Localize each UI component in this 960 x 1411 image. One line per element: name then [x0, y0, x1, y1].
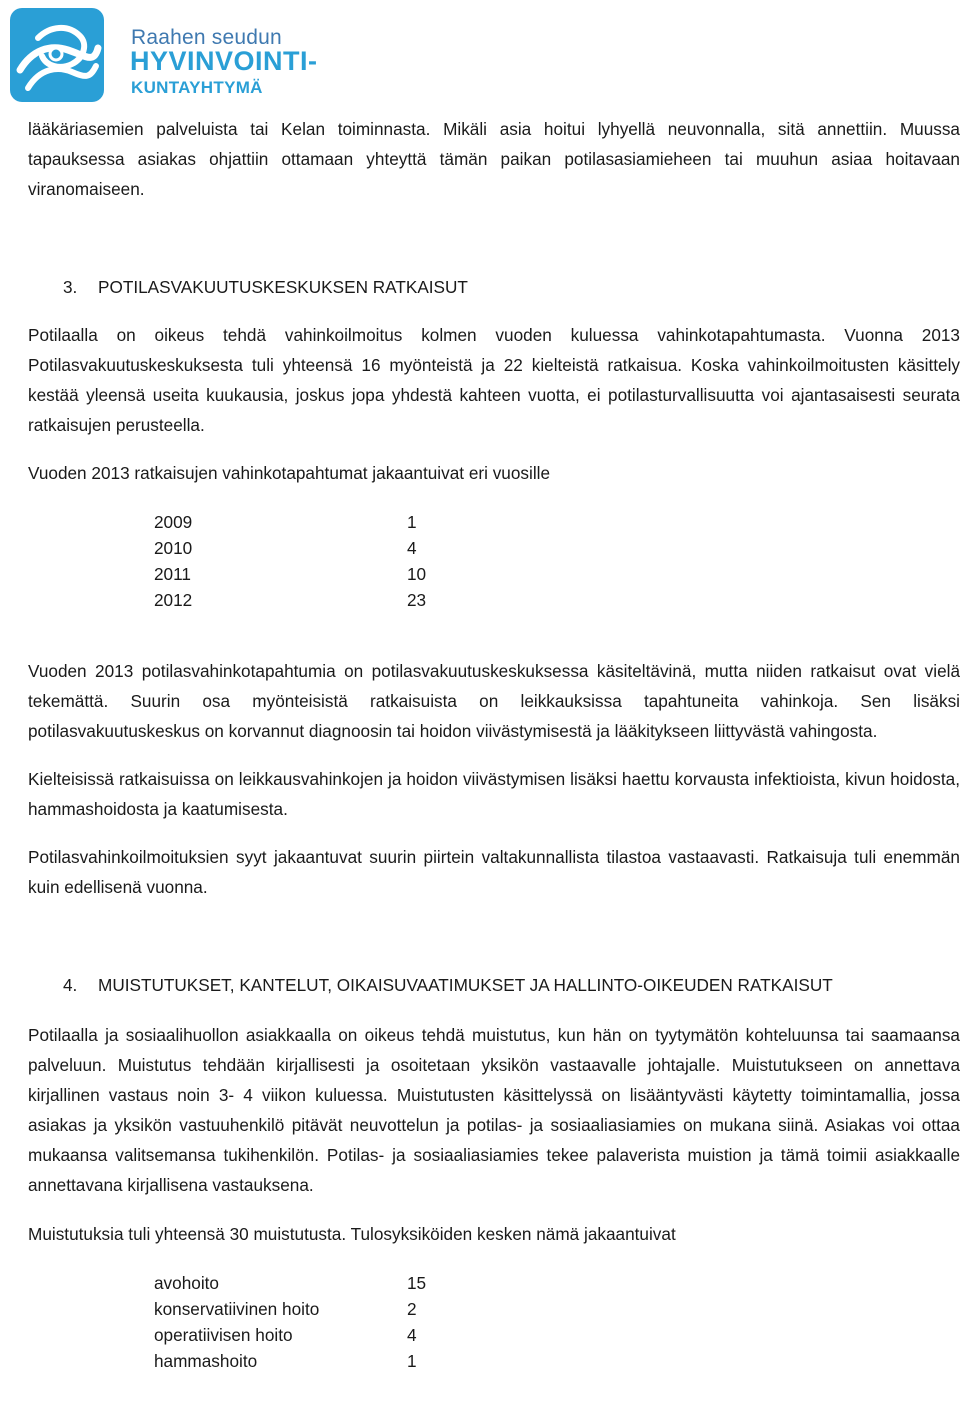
year-cell: 2012: [154, 590, 193, 610]
table-row: [154, 535, 960, 561]
table-row: [154, 1296, 960, 1322]
year-cell: 2011: [154, 564, 191, 584]
table-row: [154, 561, 960, 587]
years-table: [154, 509, 960, 613]
section-3-paragraph-5: Potilasvahinkoilmoituksien syyt jakaantuvat suurin piirtein valtakunnallista tilastoa vastaavasti. Ratkaisuja tuli enemmän kuin edellisenä vuonna.: [28, 847, 960, 897]
count-cell: 10: [407, 564, 427, 584]
section-4-number: 4.: [63, 975, 78, 995]
count-cell: 1: [407, 1351, 417, 1371]
year-cell: 2010: [154, 538, 193, 558]
section-4-paragraph-1: Potilaalla ja sosiaalihuollon asiakkaalla on oikeus tehdä muistutus, kun hän on tyytymätön kohteluunsa tai saamaansa palveluun. Muistutus tehdään kirjallisesti ja osoitetaan yksikön vastaavalle johtajalle. Muistutukseen on annettava kirjallinen vastaus noin 3- 4 viikon kuluessa. Muistutusten käsittelyssä on lisääntyvästi käytetty toimintamallia, jossa asiakas ja yksikön vastuuhenkilö pitävät neuvottelun ja potilas- ja sosiaaliasiamies on mukana siinä. Asiakas voi ottaa mukaansa valitsemansa tukihenkilön. Potilas- ja sosiaaliasiamies tekee palaverista muistion ja tämä toimii asiakkaalle annettavana kirjallisena vastauksena.: [28, 1025, 960, 1195]
count-cell: 23: [407, 590, 427, 610]
count-cell: 1: [407, 512, 417, 532]
section-4-title: MUISTUTUKSET, KANTELUT, OIKAISUVAATIMUKSET JA HALLINTO-OIKEUDEN RATKAISUT: [98, 975, 833, 995]
unit-cell: konservatiivinen hoito: [154, 1299, 320, 1319]
section-3-paragraph-2: Vuoden 2013 ratkaisujen vahinkotapahtumat jakaantuivat eri vuosille: [28, 463, 551, 483]
year-cell: 2009: [154, 512, 193, 532]
section-4-paragraph-2: Muistutuksia tuli yhteensä 30 muistutusta. Tulosyksiköiden kesken nämä jakaantuivat: [28, 1224, 676, 1244]
unit-cell: hammashoito: [154, 1351, 258, 1371]
count-cell: 2: [407, 1299, 417, 1319]
section-3-number: 3.: [63, 277, 78, 297]
section-4-heading: [28, 970, 960, 1000]
section-3-title: POTILASVAKUUTUSKESKUKSEN RATKAISUT: [98, 277, 468, 297]
section-3-paragraph-3: Vuoden 2013 potilasvahinkotapahtumia on potilasvakuutuskeskuksessa käsiteltävinä, mutta niiden ratkaisut ovat vielä tekemättä. Suurin osa myönteisistä ratkaisuista on leikkauksissa tapahtuneita vahinkoja. Sen lisäksi potilasvakuutuskeskus on korvannut diagnoosin tai hoidon viivästymisestä ja lääkitykseen liittyvästä vahingosta.: [28, 661, 960, 741]
section-3-paragraph-4: Kielteisissä ratkaisuissa on leikkausvahinkojen ja hoidon viivästymisen lisäksi haettu korvausta infektioista, kivun hoidosta, hammashoidosta ja kaatumisesta.: [28, 769, 960, 819]
table-row: [154, 509, 960, 535]
logo: [10, 6, 340, 106]
unit-cell: avohoito: [154, 1273, 219, 1293]
table-row: [154, 1270, 960, 1296]
count-cell: 15: [407, 1273, 427, 1293]
intro-paragraph: lääkäriasemien palveluista tai Kelan toiminnasta. Mikäli asia hoitui lyhyellä neuvonnalla, sitä annettiin. Muussa tapauksessa asiakas ohjattiin ottamaan yhteyttä tämän paikan potilasasiamieheen tai muuhun asiaa hoitavaan viranomaiseen.: [28, 119, 960, 199]
knot-logo-icon: [10, 8, 104, 102]
table-row: [154, 1322, 960, 1348]
logo-text-line1: Raahen seudun: [131, 26, 282, 49]
logo-text-line2: HYVINVOINTI-: [130, 46, 318, 76]
section-3-heading: [28, 272, 960, 302]
logo-text-line3: KUNTAYHTYMÄ: [131, 78, 263, 97]
table-row: [154, 587, 960, 613]
unit-cell: operatiivisen hoito: [154, 1325, 293, 1345]
section-3-paragraph-1: Potilaalla on oikeus tehdä vahinkoilmoitus kolmen vuoden kuluessa vahinkotapahtumasta. Vuonna 2013 Potilasvakuutuskeskuksesta tuli yhteensä 16 myönteistä ja 22 kielteistä ratkaisua. Koska vahinkoilmoitusten käsittely kestää yleensä useita kuukausia, joskus jopa yhdestä kahteen vuotta, ei potilasturvallisuutta voi ajantasaisesti seurata ratkaisujen perusteella.: [28, 325, 960, 435]
count-cell: 4: [407, 538, 417, 558]
count-cell: 4: [407, 1325, 417, 1345]
table-row: [154, 1348, 960, 1374]
document-body: [28, 114, 960, 1374]
units-table: [154, 1270, 960, 1374]
